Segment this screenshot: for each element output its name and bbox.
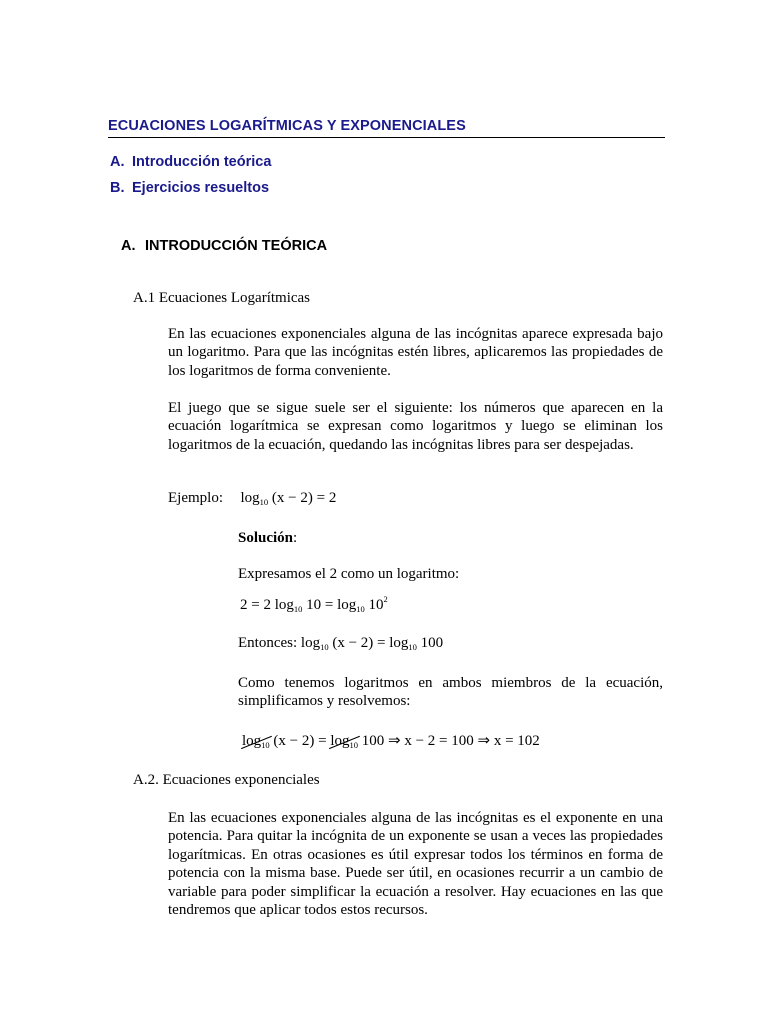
example-line	[168, 490, 336, 507]
step3-equation: $\log_{10} (x - 2) = \log_{10} 100$ ⇒ x − 2 = 100 ⇒ x = 102	[242, 733, 540, 750]
toc-item-letter: B.	[110, 180, 125, 196]
a2-paragraph-1: En las ecuaciones exponenciales alguna de las incógnitas es el exponente en una potencia. Para quitar la incógnita de un exponente se usan a veces las propiedades logarítmicas. En otras ocasiones es útil expresar todos los términos en forma de potencia con la misma base. Puede ser útil, en ocasiones recurrir a un cambio de variable para poder simplificar la ecuación a resolver. Hay ecuaciones en las que tendremos que aplicar todos estos recursos.	[168, 810, 663, 919]
section-letter: A.	[121, 238, 136, 254]
section-title: INTRODUCCIÓN TEÓRICA	[145, 238, 328, 254]
subsection-a2-heading: A.2. Ecuaciones exponenciales	[133, 772, 320, 788]
step2-label: Entonces:	[238, 635, 298, 651]
step1-text: Expresamos el 2 como un logaritmo:	[238, 566, 460, 582]
toc-item-label: Introducción teórica	[132, 154, 272, 170]
a1-paragraph-2: El juego que se sigue suele ser el siguiente: los números que aparecen en la ecuación logarítmica se expresan como logaritmos y luego se eliminan los logaritmos de la ecuación, quedando las incógnitas libres para ser despejadas.	[168, 400, 663, 453]
example-equation: $\log_{10} (x - 2) = 2$	[240, 490, 337, 507]
subsection-a1-heading: A.1 Ecuaciones Logarítmicas	[133, 290, 311, 306]
toc-item-introduccion[interactable]	[110, 154, 271, 170]
step2-line	[238, 635, 443, 652]
solution-heading: Solución:	[238, 530, 298, 546]
title-underline	[108, 137, 665, 138]
example-label: Ejemplo:	[168, 490, 223, 506]
toc-item-label: Ejercicios resueltos	[132, 180, 270, 196]
section-a-heading	[121, 238, 327, 254]
toc-item-letter: A.	[110, 154, 125, 170]
cancelled-log: $\log_{10}$	[242, 733, 270, 750]
step1-equation: 2 = 2 $\log_{10} 10 = \log_{10} 10^2$	[240, 594, 388, 614]
cancelled-log: $\log_{10}$	[330, 733, 359, 750]
document-title: ECUACIONES LOGARÍTMICAS Y EXPONENCIALES	[108, 118, 466, 134]
a1-paragraph-1: En las ecuaciones exponenciales alguna de las incógnitas aparece expresada bajo un logaritmo. Para que las incógnitas estén libres, aplicaremos las propiedades de los logaritmos de forma conveniente.	[168, 326, 663, 379]
step3-text: Como tenemos logaritmos en ambos miembros de la ecuación, simplificamos y resolvemos:	[238, 675, 663, 710]
step2-equation: $\log_{10} (x - 2) = \log_{10} 100$	[300, 635, 444, 652]
toc-item-ejercicios[interactable]	[110, 180, 269, 196]
